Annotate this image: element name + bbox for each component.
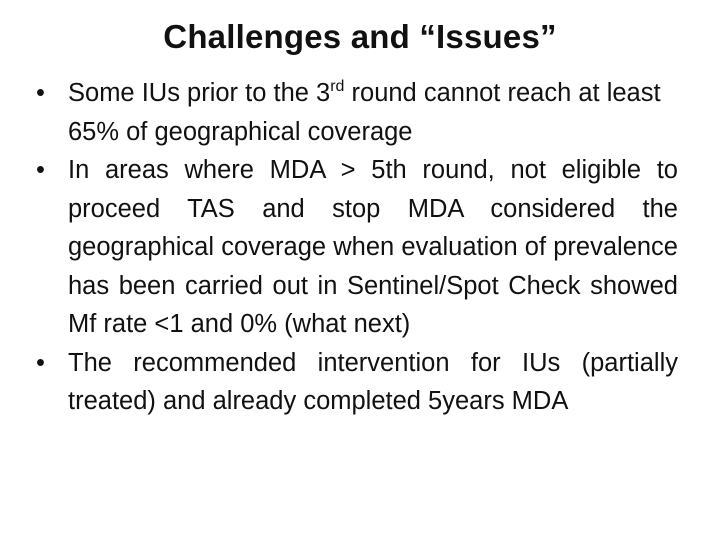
bullet-list	[36, 74, 678, 421]
bullet-text-1	[68, 74, 678, 151]
bullet-text-2: In areas where MDA > 5th round, not eligible to proceed TAS and stop MDA considered the geographical coverage when evaluation of prevalence has been carried out in Sentinel/Spot Check showed Mf rate <1 and 0% (what next)	[68, 156, 678, 338]
bullet-item-1	[36, 74, 678, 151]
bullet-glyph: •	[36, 79, 45, 107]
bullet-1-superscript: rd	[330, 78, 345, 95]
bullet-glyph: •	[36, 156, 45, 184]
bullet-text-3: The recommended intervention for IUs (partially treated) and already completed 5years MDA	[68, 348, 678, 415]
bullet-1-pre: Some IUs prior to the 3	[68, 79, 331, 107]
slide-title: Challenges and “Issues”	[163, 18, 557, 55]
bullet-item-2	[36, 151, 678, 344]
bullet-glyph: •	[36, 348, 45, 377]
bullet-item-3	[36, 344, 678, 421]
bullet-1-post: round cannot reach at least 65% of geographical coverage	[68, 79, 661, 146]
